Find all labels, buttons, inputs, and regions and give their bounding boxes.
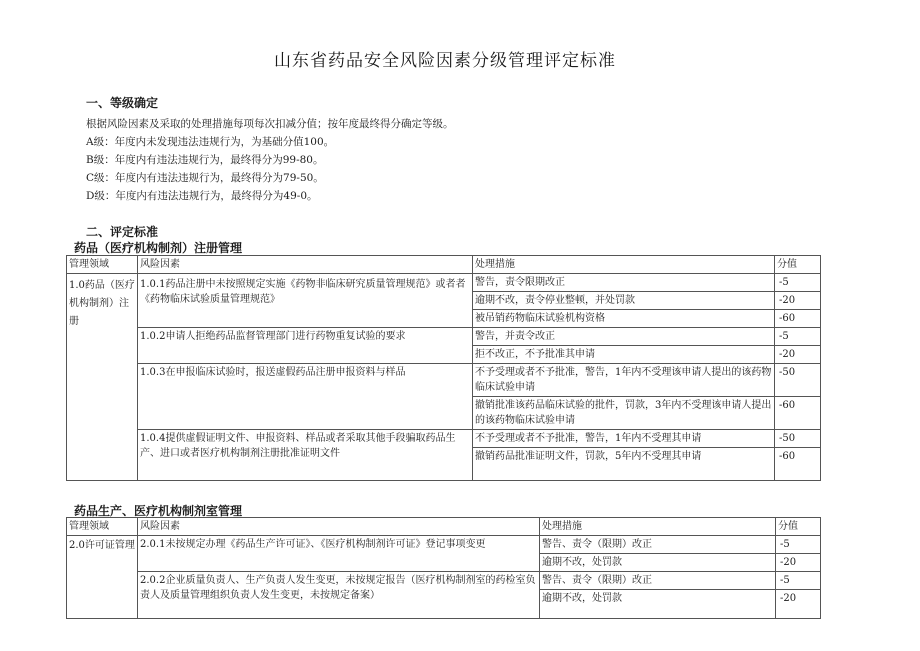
page-title: 山东省药品安全风险因素分级管理评定标准 — [274, 51, 616, 71]
measure-cell: 不予受理或者不予批准，警告，1年内不受理该申请人提出的该药物临床试验申请 — [473, 364, 775, 397]
table-header-row — [67, 518, 821, 536]
header-cell: 风险因素 — [138, 256, 473, 274]
section1-line: 根据风险因素及采取的处理措施每项每次扣减分值；按年度最终得分确定等级。 — [86, 118, 454, 130]
factor-cell: 2.0.2企业质量负责人、生产负责人发生变更，未按规定报告（医疗机构制剂室的药检室负责人及质量管理组织负责人发生变更，未按规定备案） — [138, 572, 540, 619]
section2-heading: 二、评定标准 — [86, 225, 159, 239]
measure-cell: 警告、责令（限期）改正 — [540, 572, 776, 590]
measure-cell: 警告、责令（限期）改正 — [540, 536, 776, 554]
measure-cell: 不予受理或者不予批准，警告，1年内不受理其申请 — [473, 430, 775, 448]
factor-cell: 1.0.4提供虚假证明文件、申报资料、样品或者采取其他手段骗取药品生产、进口或者医疗机构制剂注册批准证明文件 — [138, 430, 473, 481]
header-cell: 管理领域 — [67, 256, 138, 274]
score-cell: -5 — [776, 536, 821, 554]
measure-cell: 逾期不改，处罚款 — [540, 590, 776, 619]
table-drug-registration — [66, 255, 821, 481]
table1-caption: 药品（医疗机构制剂）注册管理 — [74, 241, 243, 255]
measure-cell: 逾期不改，处罚款 — [540, 554, 776, 572]
measure-cell: 撤销药品批准证明文件，罚款，5年内不受理其申请 — [473, 448, 775, 481]
header-cell: 处理措施 — [473, 256, 775, 274]
factor-cell: 1.0.1药品注册中未按照规定实施《药物非临床研究质量管理规范》或者者《药物临床试验质量管理规范》 — [138, 274, 473, 328]
section1-line: B级：年度内有违法违规行为，最终得分为99-80。 — [86, 154, 324, 166]
measure-cell: 警告，并责令改正 — [473, 328, 775, 346]
section1-heading: 一、等级确定 — [86, 96, 159, 110]
score-cell: -5 — [775, 328, 821, 346]
table-row — [67, 572, 821, 590]
section1-line: C级：年度内有违法违规行为，最终得分为79-50。 — [86, 172, 324, 184]
header-cell: 风险因素 — [138, 518, 540, 536]
table2-caption: 药品生产、医疗机构制剂室管理 — [74, 504, 243, 518]
score-cell: -20 — [775, 346, 821, 364]
table-header-row — [67, 256, 821, 274]
domain-cell: 1.0药品（医疗机构制剂）注册 — [67, 274, 138, 481]
factor-cell: 1.0.2申请人拒绝药品监督管理部门进行药物重复试验的要求 — [138, 328, 473, 364]
score-cell: -60 — [775, 448, 821, 481]
score-cell: -50 — [775, 364, 821, 397]
measure-cell: 拒不改正，不予批准其申请 — [473, 346, 775, 364]
score-cell: -60 — [775, 397, 821, 430]
table-row — [67, 430, 821, 448]
header-cell: 分值 — [776, 518, 821, 536]
measure-cell: 撤销批准该药品临床试验的批件，罚款，3年内不受理该申请人提出的该药物临床试验申请 — [473, 397, 775, 430]
score-cell: -5 — [776, 572, 821, 590]
table-production-management — [66, 517, 821, 619]
section1-line: D级：年度内有违法违规行为，最终得分为49-0。 — [86, 190, 318, 202]
measure-cell: 逾期不改，责令停业整顿，并处罚款 — [473, 292, 775, 310]
table-row — [67, 328, 821, 346]
measure-cell: 被吊销药物临床试验机构资格 — [473, 310, 775, 328]
score-cell: -20 — [775, 292, 821, 310]
factor-cell: 1.0.3在申报临床试验时，报送虚假药品注册申报资料与样品 — [138, 364, 473, 430]
header-cell: 处理措施 — [540, 518, 776, 536]
header-cell: 管理领域 — [67, 518, 138, 536]
domain-cell: 2.0许可证管理 — [67, 536, 138, 619]
table-row — [67, 274, 821, 292]
table-row — [67, 364, 821, 397]
score-cell: -60 — [775, 310, 821, 328]
factor-cell: 2.0.1未按规定办理《药品生产许可证》、《医疗机构制剂许可证》登记事项变更 — [138, 536, 540, 572]
section1-line: A级：年度内未发现违法违规行为，为基础分值100。 — [86, 136, 335, 148]
score-cell: -5 — [775, 274, 821, 292]
score-cell: -20 — [776, 590, 821, 619]
measure-cell: 警告，责令限期改正 — [473, 274, 775, 292]
table-row — [67, 536, 821, 554]
score-cell: -20 — [776, 554, 821, 572]
score-cell: -50 — [775, 430, 821, 448]
header-cell: 分值 — [775, 256, 821, 274]
